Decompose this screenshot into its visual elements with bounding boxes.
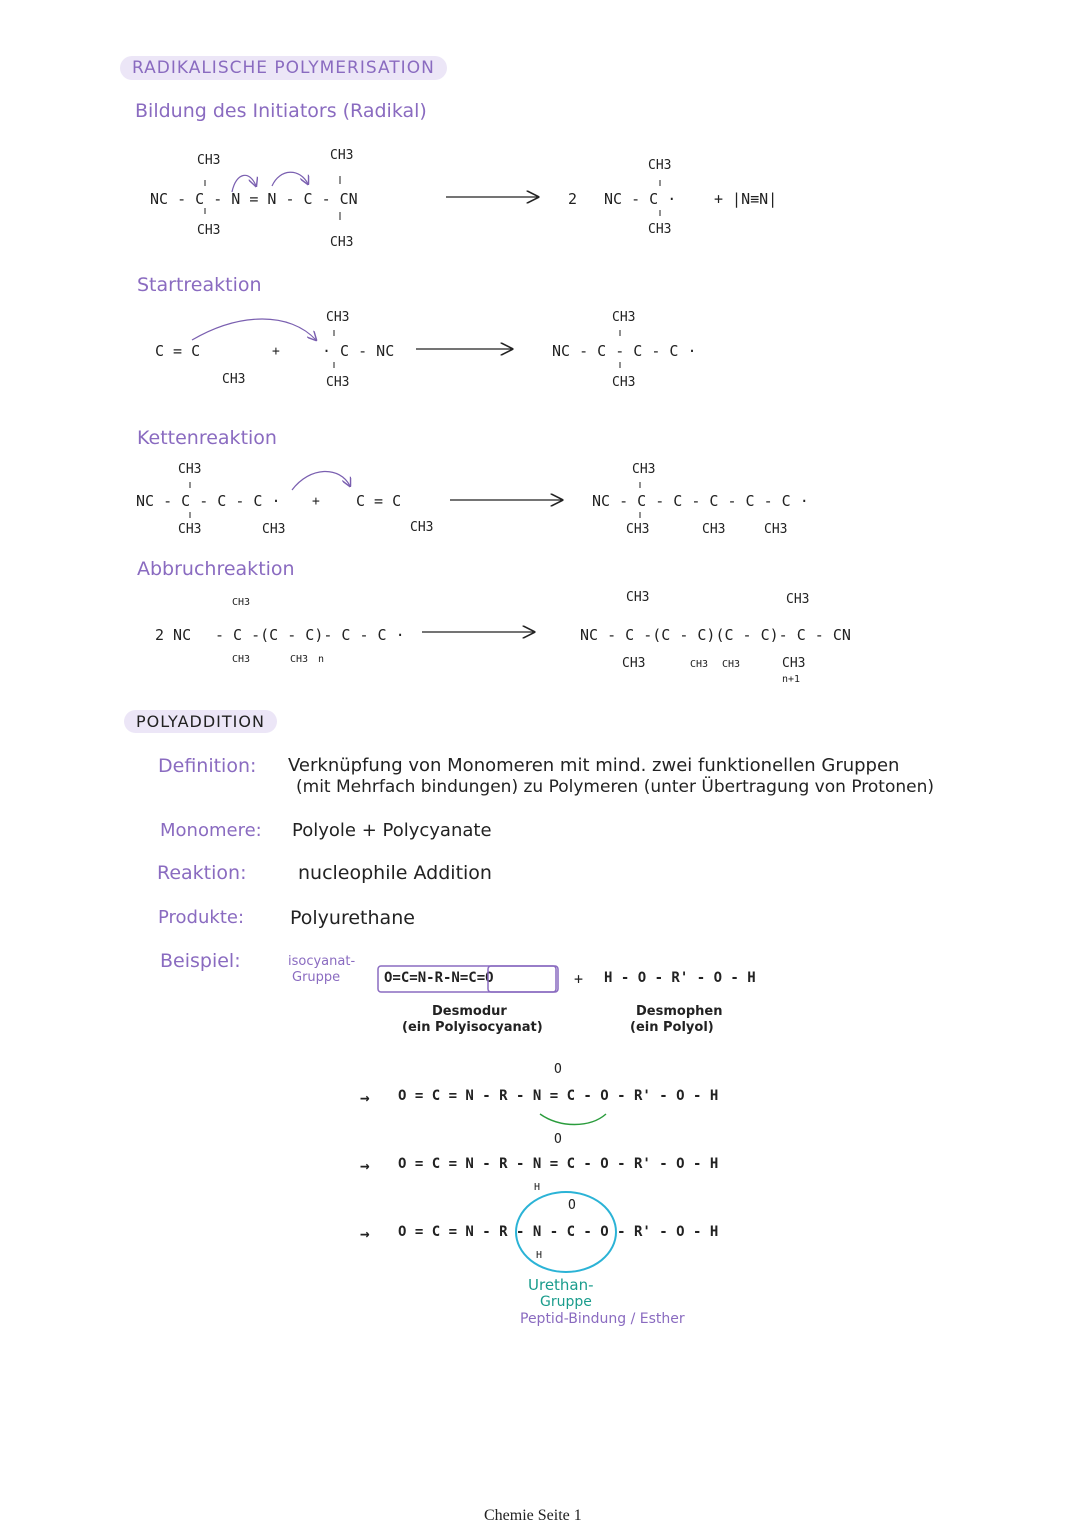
formula-start-right: NC - C - C - C · — [552, 342, 697, 360]
coefficient-2nc: 2 NC — [155, 626, 192, 644]
ch3-label: CH3 — [626, 522, 650, 537]
definition-label: Definition: — [158, 755, 257, 777]
label-startreaktion: Startreaktion — [137, 274, 262, 296]
subtitle-initiator: Bildung des Initiators (Radikal) — [135, 100, 427, 122]
peptid-label: Peptid-Bindung / Esther — [520, 1311, 685, 1327]
ch3-label: CH3 — [782, 656, 806, 671]
formula-nitrogen: + |N≡N| — [714, 190, 778, 208]
formula-chain-right: NC - C - C - C - C - C · — [592, 492, 809, 510]
ch3-label: CH3 — [612, 310, 636, 325]
ch3-label: CH3 — [330, 148, 354, 163]
ch3-label: CH3 — [178, 462, 202, 477]
label-abbruchreaktion: Abbruchreaktion — [137, 558, 295, 580]
produkte-label: Produkte: — [158, 907, 245, 928]
gruppe-label: Gruppe — [292, 970, 341, 985]
ch3-label: CH3 — [626, 590, 650, 605]
ch3-label: CH3 — [632, 462, 656, 477]
urethan-label: Urethan- — [528, 1276, 594, 1294]
ch3-label: CH3 — [222, 372, 246, 387]
section-title-radikalische: RADIKALISCHE POLYMERISATION — [120, 56, 447, 80]
h-label: H — [534, 1182, 541, 1193]
desmodur-label: Desmodur — [432, 1004, 507, 1019]
formula-example-right: H - O - R' - O - H — [604, 970, 756, 986]
formula-abort-right: NC - C -(C - C)(C - C)- C - CN — [580, 626, 851, 644]
desmodur-sub: (ein Polyisocyanat) — [402, 1020, 543, 1035]
ch3-label: CH3 — [786, 592, 810, 607]
ch3-label: CH3 — [262, 522, 286, 537]
monomere-value: Polyole + Polycyanate — [292, 820, 492, 841]
plus-sign: + — [312, 494, 320, 509]
formula-start-left: C = C — [155, 342, 201, 360]
ch3-label: CH3 — [622, 656, 646, 671]
produkte-value: Polyurethane — [290, 907, 415, 929]
beispiel-label: Beispiel: — [160, 950, 241, 972]
reaktion-value: nucleophile Addition — [298, 862, 492, 884]
formula-step3: O = C = N - R - N - C - O - R' - O - H — [398, 1224, 719, 1240]
page-footer: Chemie Seite 1 — [484, 1507, 582, 1524]
ch3-label: CH3 — [648, 158, 672, 173]
definition-line2: (mit Mehrfach bindungen) zu Polymeren (unter Übertragung von Protonen) — [296, 777, 934, 797]
isocyanate-box — [488, 966, 556, 992]
section-title-polyaddition: POLYADDITION — [124, 710, 277, 733]
urethan-gruppe: Gruppe — [540, 1294, 592, 1310]
desmophen-sub: (ein Polyol) — [630, 1020, 714, 1035]
monomere-label: Monomere: — [160, 820, 262, 841]
formula-example-left: O=C=N-R-N=C=O — [384, 970, 494, 986]
formula-step1: O = C = N - R - N = C - O - R' - O - H — [398, 1088, 719, 1104]
subscript-n1: n+1 — [782, 674, 801, 685]
isocyanat-label: isocyanat- — [288, 954, 356, 969]
arrow-icon: → — [360, 1156, 370, 1175]
formula-initiator-right: NC - C · — [604, 190, 677, 208]
reaktion-label: Reaktion: — [157, 862, 247, 884]
ch3-label: CH3 — [612, 375, 636, 390]
formula-chain-left: NC - C - C - C · — [136, 492, 281, 510]
electron-arrow — [292, 471, 350, 490]
label-kettenreaktion: Kettenreaktion — [137, 427, 277, 449]
arrow-icon: → — [360, 1088, 370, 1107]
ch3-label: CH3 — [232, 597, 251, 608]
h-label: H — [536, 1250, 543, 1261]
ch3-label: CH3 — [702, 522, 726, 537]
electron-arrow — [272, 172, 308, 186]
subscript-n: n — [318, 654, 325, 665]
coefficient-2: 2 — [568, 190, 578, 208]
ch3-label: CH3 — [326, 375, 350, 390]
o-label: O — [554, 1132, 562, 1147]
electron-arrow — [540, 1114, 606, 1125]
plus-sign: + — [574, 970, 584, 988]
definition-line1: Verknüpfung von Monomeren mit mind. zwei funktionellen Gruppen — [288, 755, 900, 776]
arrow-icon: → — [360, 1224, 370, 1243]
ch3-label: CH3 — [290, 654, 309, 665]
ch3-label: CH3 — [197, 153, 221, 168]
formula-start-mid: · C - NC — [322, 342, 395, 360]
ch3-label: CH3 — [326, 310, 350, 325]
formula-initiator-left: NC - C - N = N - C - CN — [150, 190, 358, 208]
o-label: O — [554, 1062, 562, 1077]
ch3-label: CH3 — [690, 659, 709, 670]
ch3-label: CH3 — [330, 235, 354, 250]
formula-abort-left: - C -(C - C)- C - C · — [215, 626, 405, 644]
ch3-label: CH3 — [197, 223, 221, 238]
plus-sign: + — [272, 344, 280, 359]
formula-step2: O = C = N - R - N = C - O - R' - O - H — [398, 1156, 719, 1172]
ch3-label: CH3 — [722, 659, 741, 670]
ch3-label: CH3 — [410, 520, 434, 535]
electron-arrow — [192, 319, 316, 340]
o-label: O — [568, 1198, 576, 1213]
ch3-label: CH3 — [178, 522, 202, 537]
formula-chain-mid: C = C — [356, 492, 402, 510]
ch3-label: CH3 — [232, 654, 251, 665]
ch3-label: CH3 — [764, 522, 788, 537]
desmophen-label: Desmophen — [636, 1004, 723, 1019]
ch3-label: CH3 — [648, 222, 672, 237]
